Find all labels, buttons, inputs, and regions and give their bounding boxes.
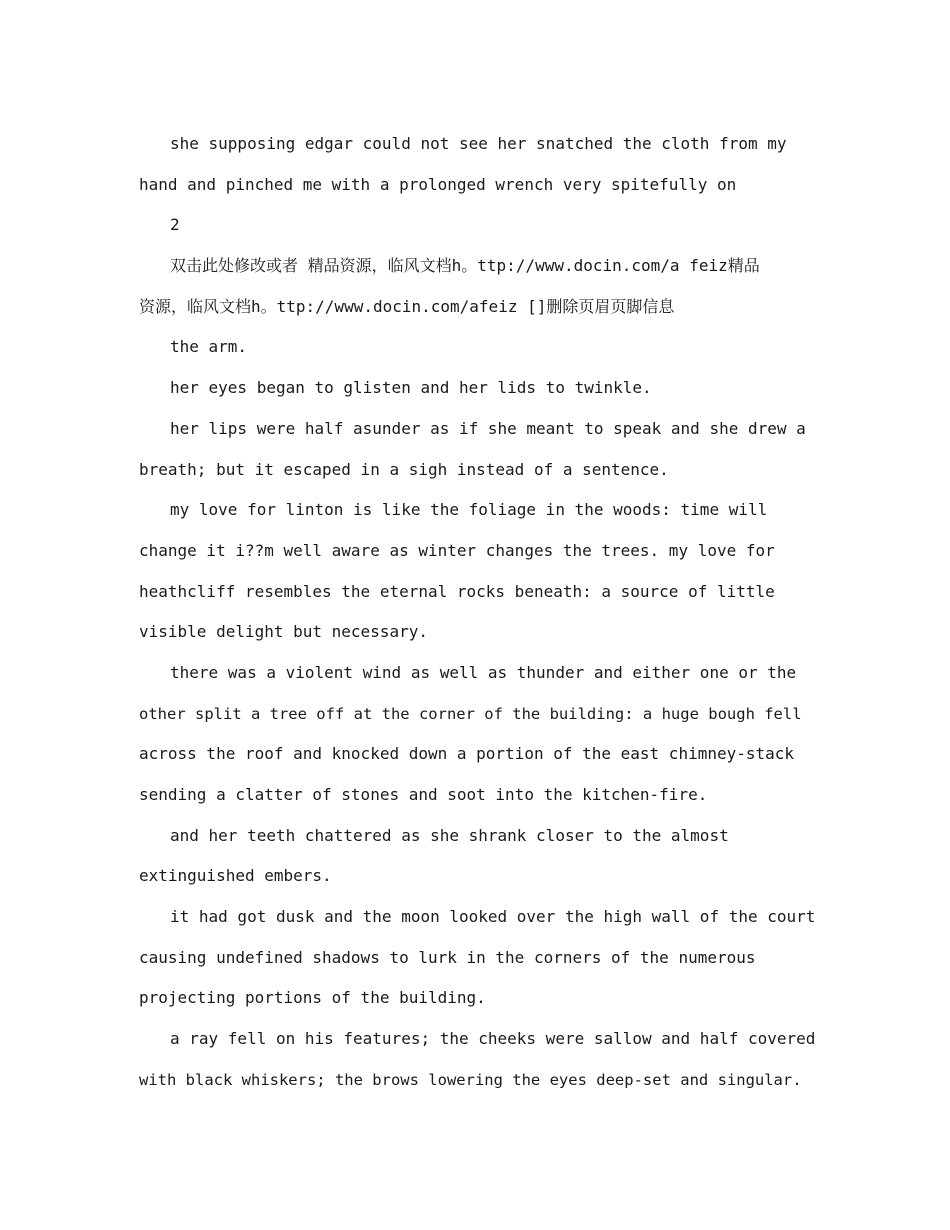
text-line: it had got dusk and the moon looked over the high wall of the court [170, 907, 816, 927]
text-line: change it i??m well aware as winter changes the trees. my love for [139, 540, 775, 560]
text-line: 2 [170, 215, 180, 235]
text-line: her lips were half asunder as if she meant to speak and she drew a [170, 418, 806, 438]
text-line: 双击此处修改或者 精品资源，临风文档h。ttp://www.docin.com/a feiz精品 [170, 256, 760, 276]
text-line: her eyes began to glisten and her lids to twinkle. [170, 378, 652, 398]
text-line: visible delight but necessary. [139, 622, 428, 642]
text-line: and her teeth chattered as she shrank closer to the almost [170, 825, 729, 845]
text-line: with black whiskers; the brows lowering the eyes deep-set and singular. [139, 1070, 802, 1089]
text-line: extinguished embers. [139, 866, 332, 886]
text-line: breath; but it escaped in a sigh instead of a sentence. [139, 459, 669, 479]
text-line: other split a tree off at the corner of the building: a huge bough fell [139, 704, 802, 723]
text-line: 资源，临风文档h。ttp://www.docin.com/afeiz []删除页眉页脚信息 [139, 296, 675, 316]
text-line: the arm. [170, 337, 248, 357]
text-line: heathcliff resembles the eternal rocks beneath: a source of little [139, 581, 775, 601]
text-line: causing undefined shadows to lurk in the corners of the numerous [139, 947, 756, 967]
document-body [139, 124, 819, 1101]
text-line: a ray fell on his features; the cheeks were sallow and half covered [170, 1029, 816, 1049]
text-line: projecting portions of the building. [139, 988, 486, 1008]
text-line: sending a clatter of stones and soot into the kitchen-fire. [139, 785, 708, 804]
text-line: hand and pinched me with a prolonged wrench very spitefully on [139, 174, 737, 194]
text-line: my love for linton is like the foliage in the woods: time will [170, 500, 768, 520]
text-line: there was a violent wind as well as thunder and either one or the [170, 662, 797, 682]
text-line: across the roof and knocked down a portion of the east chimney-stack [139, 744, 795, 764]
text-line: she supposing edgar could not see her snatched the cloth from my [170, 134, 787, 153]
